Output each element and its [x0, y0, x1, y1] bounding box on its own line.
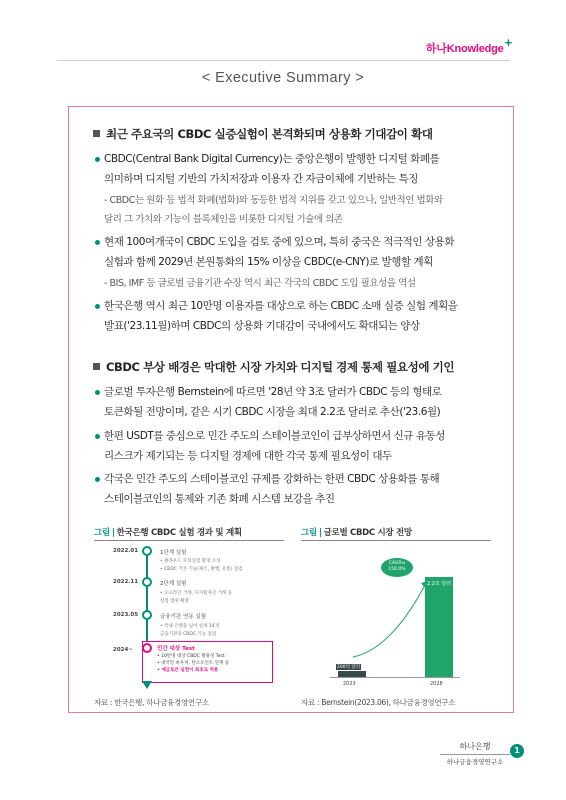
- timeline-step-name: 1단계 실험: [160, 550, 187, 556]
- figure-label: 그림: [94, 528, 110, 538]
- square-bullet-icon: [93, 130, 100, 137]
- timeline-date: 2023.05: [113, 612, 139, 618]
- chart-x-tick: 2023: [343, 681, 356, 687]
- bullet-item: [104, 469, 508, 509]
- bullet-dot-icon: [95, 390, 100, 395]
- timeline-step-detail: • 클라우드 모의실험 환경 조성: [160, 559, 221, 564]
- timeline-highlight-box: [142, 641, 273, 683]
- bullet-dot-icon: [95, 477, 100, 482]
- bullet-line: 한편 USDT를 중심으로 민간 주도의 스테이블코인이 급부상하면서 신규 유동성: [104, 430, 445, 442]
- timeline-step-emphasis: • 예금토큰 실험이 최초로 적용: [157, 668, 219, 673]
- chart-x-tick: 2028: [430, 681, 443, 687]
- chart-data-label: 2.2조 달러: [426, 581, 452, 587]
- cagr-arrow-icon: [351, 579, 431, 659]
- title-separator: |: [111, 528, 115, 538]
- footer-divider: [440, 754, 510, 755]
- chart-bar-2028: [425, 577, 453, 677]
- bullet-item: [104, 232, 508, 272]
- arrow-down-icon: [142, 681, 152, 689]
- figure-title-text: 한국은행 CBDC 실험 경과 및 계획: [116, 528, 242, 538]
- timeline-step-detail: 금융기관과 CBDC 기능 점검: [160, 632, 217, 637]
- bullet-line: 리스크가 제기되는 등 디지털 경제에 대한 각국 통제 필요성이 대두: [104, 450, 392, 462]
- bullet-dot-icon: [95, 240, 100, 245]
- timeline-step-name: 금융기관 연동 실험: [160, 614, 207, 620]
- square-bullet-icon: [93, 363, 100, 370]
- figure-rule: [301, 540, 491, 541]
- timeline-date: 2022.11: [113, 579, 139, 585]
- bullet-item: [104, 296, 508, 336]
- section-heading-text: 최근 주요국의 CBDC 실증실험이 본격화되며 상용화 기대감이 확대: [106, 127, 433, 141]
- timeline-step-detail: • CBDC 기본 기능(제조, 발행, 유통) 점검: [160, 567, 243, 572]
- figure-label: 그림: [301, 528, 317, 538]
- bullet-line: 토큰화될 전망이며, 같은 시기 CBDC 시장을 최대 2.2조 달러로 추산('23.6월): [104, 406, 441, 418]
- timeline-step-detail: • 오프라인 거래, 디지털자산 거래 등: [160, 591, 233, 596]
- timeline-step-detail: • 대국민 바우처, 탄소포인트 연계 등: [157, 661, 230, 666]
- timeline-diagram: [113, 545, 277, 690]
- figure-title-left: [94, 526, 242, 538]
- cagr-badge: CAGR≒ 156.0%: [381, 558, 413, 577]
- sub-item: [104, 191, 508, 229]
- logo-plus-icon: +: [504, 35, 512, 50]
- section-heading: [93, 126, 513, 142]
- bullet-line: 현재 100여개국이 CBDC 도입을 검토 중에 있으며, 특히 중국은 적극적인 상용화: [104, 236, 455, 248]
- page-title: < Executive Summary >: [201, 70, 365, 86]
- bullet-line: 각국은 민간 주도의 스테이블코인 규제를 강화하는 한편 CBDC 상용화를 통해: [104, 473, 440, 485]
- bullet-item: [104, 426, 508, 466]
- page-number: 1: [510, 744, 524, 758]
- bullet-dot-icon: [95, 304, 100, 309]
- bullet-line: 한국은행 역시 최근 10만명 이용자를 대상으로 하는 CBDC 소매 실증 실험 계획을: [104, 300, 458, 312]
- logo-text: 하나Knowledge: [425, 43, 504, 55]
- footer-bank-name: 하나은행: [459, 742, 491, 751]
- bullet-line: 스테이블코인의 통제와 기존 화폐 시스템 보강을 추진: [104, 493, 335, 505]
- timeline-step-detail: 실험 범위 확장: [160, 599, 189, 604]
- footer-institute: 하나금융경영연구소: [446, 758, 504, 766]
- sub-item: [104, 274, 508, 293]
- bullet-line: 발표('23.11월)하며 CBDC의 상용화 기대감이 국내에서도 확대되는 양상: [104, 320, 420, 332]
- section-heading: [93, 359, 513, 375]
- chart-data-label: 200억 달러: [337, 665, 361, 670]
- timeline-node-icon: [142, 577, 152, 587]
- sub-line: 달리 그 가치와 기능이 블록체인을 비롯한 디지털 기술에 의존: [104, 214, 343, 225]
- bullet-line: 실험과 함께 2029년 본원통화의 15% 이상을 CBDC(e-CNY)로 발행할 계획: [104, 256, 433, 268]
- timeline-step-detail: • 10만명 대상 CBDC 활용성 Test: [157, 654, 225, 659]
- timeline-node-icon: [142, 610, 152, 620]
- title-separator: |: [318, 528, 322, 538]
- bullet-line: 의미하며 디지털 기반의 가치저장과 이용자 간 자금이체에 기반하는 특징: [104, 173, 418, 185]
- brand-logo: [425, 35, 512, 56]
- bullet-line: CBDC(Central Bank Digital Currency)는 중앙은행이 발행한 디지털 화폐를: [104, 153, 440, 165]
- sub-line: - CBDC는 원화 등 법적 화폐(법화)와 동등한 법적 지위를 갖고 있으나, 일반적인 법화와: [104, 195, 443, 206]
- bullet-line: 글로벌 투자은행 Bernstein에 따르면 '28년 약 3조 달러가 CBDC 등의 형태로: [104, 386, 442, 398]
- timeline-step-detail: • 국내 은행을 넘어 실제 14개: [160, 624, 220, 629]
- section-1: [93, 126, 513, 142]
- timeline-node-icon: [142, 643, 152, 653]
- figure-rule: [94, 540, 284, 541]
- section-2: [93, 359, 513, 375]
- sub-line: - BIS, IMF 등 글로벌 금융기관 수장 역시 최근 각국의 CBDC 도입 필요성을 역설: [104, 278, 416, 289]
- cbdc-market-chart: [315, 545, 475, 690]
- figure-title-text: 글로벌 CBDC 시장 전망: [323, 528, 412, 538]
- chart-baseline: [330, 677, 460, 678]
- figure-title-right: [301, 526, 412, 538]
- bullet-item: [104, 149, 508, 189]
- timeline-step-name: 2단계 실험: [160, 581, 187, 587]
- timeline-step-name: 민간 대상 Test: [157, 646, 195, 652]
- bullet-dot-icon: [95, 434, 100, 439]
- header-divider: [57, 60, 510, 61]
- bullet-item: [104, 382, 508, 422]
- figure-source: 자료 : 한국은행, 하나금융경영연구소: [94, 698, 209, 707]
- timeline-date: 2024~: [113, 647, 133, 653]
- timeline-date: 2022.01: [113, 548, 139, 554]
- bullet-dot-icon: [95, 157, 100, 162]
- timeline-node-icon: [142, 546, 152, 556]
- section-heading-text: CBDC 부상 배경은 막대한 시장 가치와 디지털 경제 통제 필요성에 기인: [106, 360, 455, 374]
- figure-source: 자료 : Bernstein(2023.06), 하나금융경영연구소: [301, 698, 456, 707]
